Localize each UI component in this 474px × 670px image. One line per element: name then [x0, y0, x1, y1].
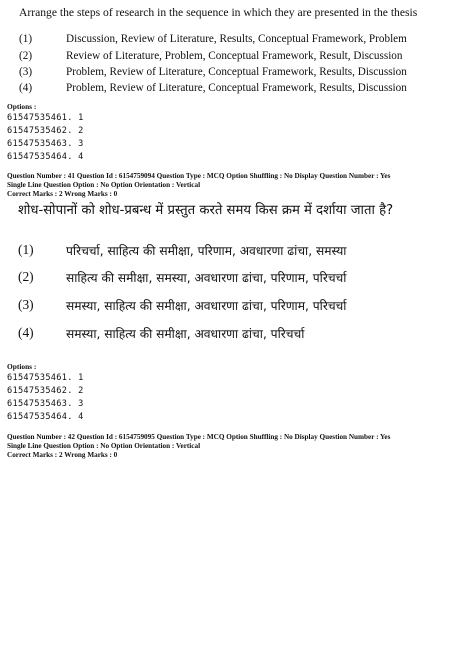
option-text: Problem, Review of Literature, Conceptual Framework, Results, Discussion	[66, 82, 407, 94]
q41-marks: Correct Marks : 2 Wrong Marks : 0	[7, 190, 118, 198]
q42-meta-line-1: Question Number : 42 Question Id : 6154759095 Question Type : MCQ Option Shuffling : No Display Question Number : Yes	[7, 433, 391, 441]
question-40-text: Arrange the steps of research in the sequence in which they are presented in the thesis	[19, 6, 418, 19]
q41-meta-line-2: Single Line Question Option : No Option Orientation : Vertical	[7, 181, 201, 189]
option-text: समस्या, साहित्य की समीक्षा, अवधारणा ढांचा, परिचर्चा	[66, 327, 305, 341]
q40-option-code-4: 61547535464. 4	[7, 152, 84, 162]
option-number: (2)	[19, 50, 33, 62]
option-number: (2)	[18, 269, 34, 284]
q40-options-label: Options :	[7, 102, 37, 111]
option-text: परिचर्चा, साहित्य की समीक्षा, परिणाम, अवधारणा ढांचा, समस्या	[66, 244, 347, 258]
option-text: Discussion, Review of Literature, Results, Conceptual Framework, Problem	[66, 33, 407, 45]
option-text: साहित्य की समीक्षा, समस्या, अवधारणा ढांचा, परिणाम, परिचर्चा	[66, 271, 347, 285]
question-41-text: शोध-सोपानों को शोध-प्रबन्ध में प्रस्तुत करते समय किस क्रम में दर्शाया जाता है?	[18, 203, 394, 218]
q40-option-code-1: 61547535461. 1	[7, 113, 84, 123]
q41-option-code-4: 61547535464. 4	[7, 412, 84, 422]
option-text: समस्या, साहित्य की समीक्षा, अवधारणा ढांचा, परिणाम, परिचर्चा	[66, 299, 347, 313]
option-number: (4)	[19, 82, 33, 94]
q41-meta-line-1: Question Number : 41 Question Id : 6154759094 Question Type : MCQ Option Shuffling : No Display Question Number : Yes	[7, 172, 391, 180]
q42-meta-line-2: Single Line Question Option : No Option Orientation : Vertical	[7, 442, 201, 450]
option-number: (3)	[18, 297, 34, 312]
option-number: (3)	[19, 66, 33, 78]
q41-option-code-3: 61547535463. 3	[7, 399, 84, 409]
option-text: Problem, Review of Literature, Conceptual Framework, Results, Discussion	[66, 66, 407, 78]
q41-option-code-2: 61547535462. 2	[7, 386, 84, 396]
q40-option-code-2: 61547535462. 2	[7, 126, 84, 136]
option-number: (1)	[19, 33, 33, 45]
q42-marks: Correct Marks : 2 Wrong Marks : 0	[7, 451, 118, 459]
q41-option-code-1: 61547535461. 1	[7, 373, 84, 383]
option-number: (1)	[18, 242, 34, 257]
q40-option-code-3: 61547535463. 3	[7, 139, 84, 149]
option-number: (4)	[18, 325, 34, 340]
q41-options-label: Options :	[7, 362, 37, 371]
option-text: Review of Literature, Problem, Conceptual Framework, Result, Discussion	[66, 50, 403, 62]
